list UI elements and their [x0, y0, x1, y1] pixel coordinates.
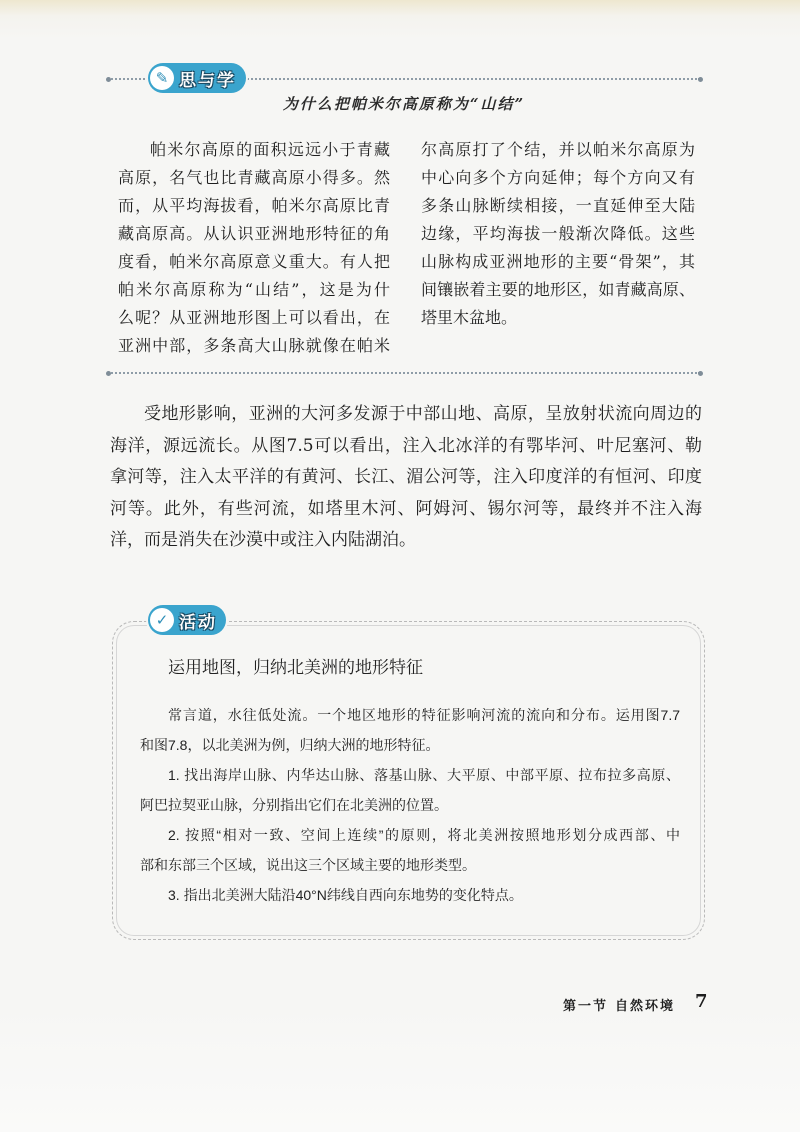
right-column-line: 塔里木盆地。 [421, 308, 518, 327]
activity-badge [148, 605, 226, 635]
paragraph-line: 拿河等，注入太平洋的有黄河、长江、湄公河等，注入印度洋的有恒河、印度 [110, 467, 702, 487]
paragraph-line: 海洋，源远流长。从图7.5可以看出，注入北冰洋的有鄂毕河、叶尼塞河、勒 [110, 435, 702, 456]
footer-chapter: 自然环境 [615, 999, 676, 1014]
activity-body [140, 700, 680, 910]
left-column-line: 帕米尔高原称为“山结”，这是为什 [118, 280, 390, 299]
activity-intro-line: 常言道，水往低处流。一个地区地形的特征影响河流的流向和分布。运用图7.7 [168, 707, 680, 723]
rule-end-dot [698, 77, 703, 82]
question-title: 为什么把帕米尔高原称为“山结” [282, 95, 526, 113]
activity-badge-label: 活动 [179, 612, 217, 633]
right-column-line: 多条山脉断续相接，一直延伸至大陆 [421, 196, 695, 215]
bottom-dotted-rule [108, 372, 700, 374]
activity-title: 运用地图，归纳北美洲的地形特征 [168, 658, 423, 677]
left-column-line: 而，从平均海拔看，帕米尔高原比青 [118, 196, 390, 215]
left-column-line: 高原，名气也比青藏高原小得多。然 [118, 168, 390, 187]
activity-task-line: 2. 按照“相对一致、空间上连续”的原则，将北美洲按照地形划分成西部、中 [168, 827, 680, 843]
activity-intro-line: 和图7.8，以北美洲为例，归纳大洲的地形特征。 [140, 737, 440, 753]
left-column-line: 亚洲中部，多条高大山脉就像在帕米 [118, 336, 390, 355]
pencil-icon: ✎ [150, 66, 174, 90]
right-column [421, 136, 695, 332]
main-paragraph [110, 399, 702, 557]
think-learn-badge-label: 思与学 [179, 70, 236, 91]
footer-section: 第一节 [563, 999, 609, 1014]
left-column-line: 么呢？从亚洲地形图上可以看出，在 [118, 308, 390, 327]
think-learn-badge [148, 63, 246, 93]
rule-end-dot [106, 371, 111, 376]
paragraph-line: 洋，而是消失在沙漠中或注入内陆湖泊。 [110, 530, 416, 550]
left-column-line: 度看，帕米尔高原意义重大。有人把 [118, 252, 390, 271]
paragraph-line: 受地形影响，亚洲的大河多发源于中部山地、高原，呈放射状流向周边的 [144, 404, 702, 424]
activity-task-line: 3. 指出北美洲大陆沿40°N纬线自西向东地势的变化特点。 [168, 887, 523, 903]
activity-task-line: 1. 找出海岸山脉、内华达山脉、落基山脉、大平原、中部平原、拉布拉多高原、 [168, 767, 680, 783]
page-number: 7 [695, 991, 708, 1012]
right-column-line: 间镶嵌着主要的地形区，如青藏高原、 [421, 280, 695, 299]
right-column-line: 尔高原打了个结，并以帕米尔高原为 [421, 140, 695, 159]
check-icon: ✓ [150, 608, 174, 632]
right-column-line: 山脉构成亚洲地形的主要“骨架”，其 [421, 252, 695, 271]
activity-task-line: 阿巴拉契亚山脉，分别指出它们在北美洲的位置。 [140, 797, 448, 813]
left-column-line: 藏高原高。从认识亚洲地形特征的角 [118, 224, 390, 243]
right-column-line: 中心向多个方向延伸；每个方向又有 [421, 168, 695, 187]
rule-end-dot [106, 77, 111, 82]
right-column-line: 边缘，平均海拔一般渐次降低。这些 [421, 224, 695, 243]
left-column-line: 帕米尔高原的面积远远小于青藏 [150, 140, 390, 159]
activity-task-line: 部和东部三个区域，说出这三个区域主要的地形类型。 [140, 857, 476, 873]
paragraph-line: 河等。此外，有些河流，如塔里木河、阿姆河、锡尔河等，最终并不注入海 [110, 498, 702, 519]
left-column [118, 136, 390, 360]
rule-end-dot [698, 371, 703, 376]
